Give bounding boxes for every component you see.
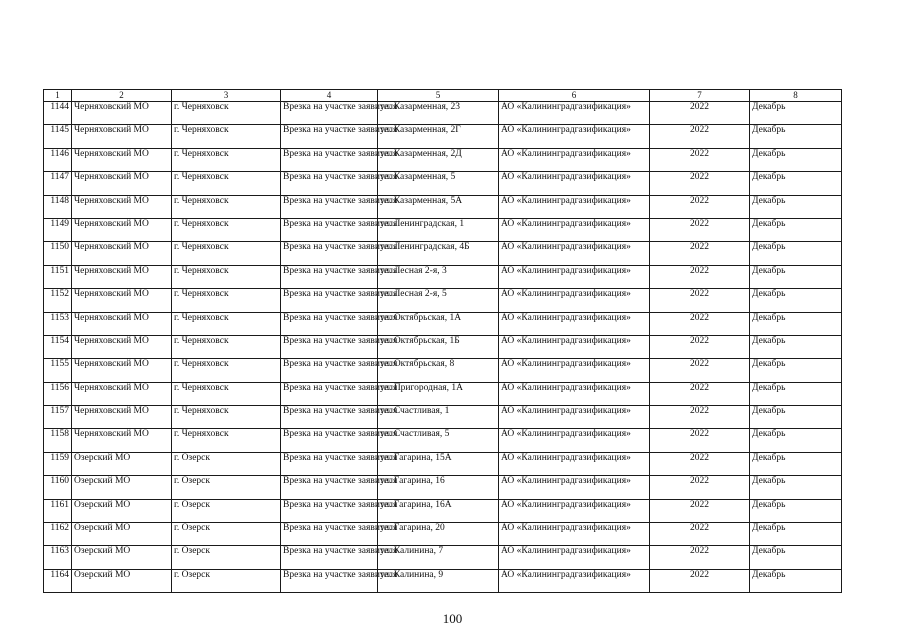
cell-organization: АО «Калининградгазификация» bbox=[499, 102, 650, 125]
cell-municipality: Черняховский МО bbox=[72, 359, 172, 382]
header-row bbox=[44, 90, 842, 102]
cell-month: Декабрь bbox=[750, 452, 842, 475]
cell-work-type: Врезка на участке заявителя bbox=[281, 499, 378, 522]
cell-organization: АО «Калининградгазификация» bbox=[499, 312, 650, 335]
cell-year: 2022 bbox=[650, 546, 750, 569]
table-row bbox=[44, 102, 842, 125]
cell-address: ул. Счастливая, 5 bbox=[378, 429, 499, 452]
table-row bbox=[44, 265, 842, 288]
cell-address: ул. Ленинградская, 1 bbox=[378, 218, 499, 241]
cell-work-type: Врезка на участке заявителя bbox=[281, 546, 378, 569]
cell-organization: АО «Калининградгазификация» bbox=[499, 499, 650, 522]
cell-organization: АО «Калининградгазификация» bbox=[499, 242, 650, 265]
table-row bbox=[44, 406, 842, 429]
cell-settlement: г. Черняховск bbox=[172, 195, 281, 218]
cell-work-type: Врезка на участке заявителя bbox=[281, 289, 378, 312]
cell-row-number: 1158 bbox=[44, 429, 72, 452]
cell-row-number: 1154 bbox=[44, 335, 72, 358]
table-row bbox=[44, 195, 842, 218]
cell-work-type: Врезка на участке заявителя bbox=[281, 382, 378, 405]
cell-address: ул. Октябрьская, 1А bbox=[378, 312, 499, 335]
cell-row-number: 1145 bbox=[44, 125, 72, 148]
cell-address: ул. Гагарина, 15А bbox=[378, 452, 499, 475]
table-row bbox=[44, 569, 842, 592]
cell-municipality: Черняховский МО bbox=[72, 148, 172, 171]
cell-year: 2022 bbox=[650, 452, 750, 475]
table-row bbox=[44, 289, 842, 312]
cell-organization: АО «Калининградгазификация» bbox=[499, 265, 650, 288]
cell-month: Декабрь bbox=[750, 523, 842, 546]
page-number: 100 bbox=[442, 611, 463, 626]
cell-settlement: г. Черняховск bbox=[172, 335, 281, 358]
cell-settlement: г. Черняховск bbox=[172, 218, 281, 241]
table-row bbox=[44, 382, 842, 405]
cell-row-number: 1156 bbox=[44, 382, 72, 405]
cell-work-type: Врезка на участке заявителя bbox=[281, 452, 378, 475]
cell-row-number: 1144 bbox=[44, 102, 72, 125]
cell-municipality: Озерский МО bbox=[72, 499, 172, 522]
cell-work-type: Врезка на участке заявителя bbox=[281, 148, 378, 171]
cell-settlement: г. Черняховск bbox=[172, 125, 281, 148]
cell-municipality: Черняховский МО bbox=[72, 382, 172, 405]
cell-month: Декабрь bbox=[750, 476, 842, 499]
cell-municipality: Черняховский МО bbox=[72, 125, 172, 148]
cell-organization: АО «Калининградгазификация» bbox=[499, 335, 650, 358]
cell-month: Декабрь bbox=[750, 335, 842, 358]
cell-work-type: Врезка на участке заявителя bbox=[281, 429, 378, 452]
cell-year: 2022 bbox=[650, 148, 750, 171]
table-row bbox=[44, 125, 842, 148]
cell-month: Декабрь bbox=[750, 406, 842, 429]
cell-municipality: Черняховский МО bbox=[72, 429, 172, 452]
table-row bbox=[44, 242, 842, 265]
cell-address: ул. Ленинградская, 4Б bbox=[378, 242, 499, 265]
cell-row-number: 1151 bbox=[44, 265, 72, 288]
cell-work-type: Врезка на участке заявителя bbox=[281, 312, 378, 335]
cell-municipality: Черняховский МО bbox=[72, 265, 172, 288]
cell-municipality: Озерский МО bbox=[72, 476, 172, 499]
cell-organization: АО «Калининградгазификация» bbox=[499, 195, 650, 218]
cell-work-type: Врезка на участке заявителя bbox=[281, 476, 378, 499]
cell-row-number: 1152 bbox=[44, 289, 72, 312]
cell-work-type: Врезка на участке заявителя bbox=[281, 406, 378, 429]
table-body bbox=[44, 102, 842, 593]
cell-settlement: г. Черняховск bbox=[172, 406, 281, 429]
cell-year: 2022 bbox=[650, 172, 750, 195]
cell-row-number: 1164 bbox=[44, 569, 72, 592]
cell-organization: АО «Калининградгазификация» bbox=[499, 429, 650, 452]
cell-month: Декабрь bbox=[750, 148, 842, 171]
cell-organization: АО «Калининградгазификация» bbox=[499, 476, 650, 499]
cell-row-number: 1160 bbox=[44, 476, 72, 499]
cell-organization: АО «Калининградгазификация» bbox=[499, 148, 650, 171]
cell-row-number: 1157 bbox=[44, 406, 72, 429]
cell-address: ул. Гагарина, 20 bbox=[378, 523, 499, 546]
column-header: 4 bbox=[281, 90, 378, 102]
column-header: 6 bbox=[499, 90, 650, 102]
cell-row-number: 1161 bbox=[44, 499, 72, 522]
cell-month: Декабрь bbox=[750, 125, 842, 148]
cell-year: 2022 bbox=[650, 335, 750, 358]
cell-address: ул. Счастливая, 1 bbox=[378, 406, 499, 429]
cell-month: Декабрь bbox=[750, 359, 842, 382]
table-row bbox=[44, 335, 842, 358]
cell-year: 2022 bbox=[650, 382, 750, 405]
cell-municipality: Озерский МО bbox=[72, 452, 172, 475]
cell-settlement: г. Озерск bbox=[172, 476, 281, 499]
cell-work-type: Врезка на участке заявителя bbox=[281, 359, 378, 382]
table-row bbox=[44, 429, 842, 452]
table-row bbox=[44, 218, 842, 241]
cell-municipality: Черняховский МО bbox=[72, 335, 172, 358]
cell-row-number: 1147 bbox=[44, 172, 72, 195]
cell-organization: АО «Калининградгазификация» bbox=[499, 546, 650, 569]
cell-organization: АО «Калининградгазификация» bbox=[499, 452, 650, 475]
cell-address: ул. Гагарина, 16А bbox=[378, 499, 499, 522]
cell-organization: АО «Калининградгазификация» bbox=[499, 125, 650, 148]
cell-work-type: Врезка на участке заявителя bbox=[281, 335, 378, 358]
cell-year: 2022 bbox=[650, 125, 750, 148]
cell-work-type: Врезка на участке заявителя bbox=[281, 218, 378, 241]
column-header: 2 bbox=[72, 90, 172, 102]
cell-year: 2022 bbox=[650, 523, 750, 546]
cell-row-number: 1155 bbox=[44, 359, 72, 382]
cell-address: ул. Казарменная, 5А bbox=[378, 195, 499, 218]
cell-row-number: 1146 bbox=[44, 148, 72, 171]
cell-organization: АО «Калининградгазификация» bbox=[499, 382, 650, 405]
cell-settlement: г. Озерск bbox=[172, 523, 281, 546]
cell-address: ул. Калинина, 9 bbox=[378, 569, 499, 592]
cell-organization: АО «Калининградгазификация» bbox=[499, 218, 650, 241]
cell-settlement: г. Черняховск bbox=[172, 312, 281, 335]
cell-address: ул. Казарменная, 2Г bbox=[378, 125, 499, 148]
cell-municipality: Черняховский МО bbox=[72, 172, 172, 195]
cell-year: 2022 bbox=[650, 569, 750, 592]
cell-year: 2022 bbox=[650, 429, 750, 452]
cell-organization: АО «Калининградгазификация» bbox=[499, 569, 650, 592]
column-header: 1 bbox=[44, 90, 72, 102]
cell-year: 2022 bbox=[650, 359, 750, 382]
table-row bbox=[44, 452, 842, 475]
cell-year: 2022 bbox=[650, 406, 750, 429]
cell-address: ул. Октябрьская, 8 bbox=[378, 359, 499, 382]
cell-month: Декабрь bbox=[750, 312, 842, 335]
column-header: 8 bbox=[750, 90, 842, 102]
cell-address: ул. Лесная 2-я, 5 bbox=[378, 289, 499, 312]
cell-settlement: г. Черняховск bbox=[172, 289, 281, 312]
cell-year: 2022 bbox=[650, 242, 750, 265]
cell-work-type: Врезка на участке заявителя bbox=[281, 523, 378, 546]
cell-work-type: Врезка на участке заявителя bbox=[281, 125, 378, 148]
cell-year: 2022 bbox=[650, 218, 750, 241]
cell-work-type: Врезка на участке заявителя bbox=[281, 102, 378, 125]
cell-address: ул. Гагарина, 16 bbox=[378, 476, 499, 499]
cell-settlement: г. Черняховск bbox=[172, 429, 281, 452]
cell-municipality: Черняховский МО bbox=[72, 195, 172, 218]
cell-address: ул. Октябрьская, 1Б bbox=[378, 335, 499, 358]
cell-settlement: г. Черняховск bbox=[172, 242, 281, 265]
cell-work-type: Врезка на участке заявителя bbox=[281, 569, 378, 592]
cell-organization: АО «Калининградгазификация» bbox=[499, 172, 650, 195]
cell-organization: АО «Калининградгазификация» bbox=[499, 359, 650, 382]
cell-municipality: Черняховский МО bbox=[72, 406, 172, 429]
cell-month: Декабрь bbox=[750, 218, 842, 241]
cell-year: 2022 bbox=[650, 102, 750, 125]
cell-row-number: 1163 bbox=[44, 546, 72, 569]
cell-month: Декабрь bbox=[750, 569, 842, 592]
cell-year: 2022 bbox=[650, 499, 750, 522]
cell-row-number: 1150 bbox=[44, 242, 72, 265]
cell-municipality: Черняховский МО bbox=[72, 242, 172, 265]
cell-settlement: г. Озерск bbox=[172, 499, 281, 522]
cell-row-number: 1149 bbox=[44, 218, 72, 241]
cell-month: Декабрь bbox=[750, 499, 842, 522]
cell-month: Декабрь bbox=[750, 102, 842, 125]
cell-organization: АО «Калининградгазификация» bbox=[499, 523, 650, 546]
table-row bbox=[44, 312, 842, 335]
cell-month: Декабрь bbox=[750, 242, 842, 265]
cell-settlement: г. Черняховск bbox=[172, 102, 281, 125]
cell-month: Декабрь bbox=[750, 172, 842, 195]
cell-row-number: 1153 bbox=[44, 312, 72, 335]
cell-year: 2022 bbox=[650, 265, 750, 288]
cell-year: 2022 bbox=[650, 195, 750, 218]
cell-settlement: г. Озерск bbox=[172, 569, 281, 592]
cell-work-type: Врезка на участке заявителя bbox=[281, 265, 378, 288]
cell-organization: АО «Калининградгазификация» bbox=[499, 406, 650, 429]
cell-address: ул. Пригородная, 1А bbox=[378, 382, 499, 405]
cell-municipality: Черняховский МО bbox=[72, 312, 172, 335]
cell-municipality: Озерский МО bbox=[72, 523, 172, 546]
cell-month: Декабрь bbox=[750, 546, 842, 569]
table-row bbox=[44, 172, 842, 195]
cell-year: 2022 bbox=[650, 289, 750, 312]
cell-month: Декабрь bbox=[750, 429, 842, 452]
cell-settlement: г. Черняховск bbox=[172, 148, 281, 171]
cell-municipality: Черняховский МО bbox=[72, 218, 172, 241]
table-row bbox=[44, 359, 842, 382]
column-header: 5 bbox=[378, 90, 499, 102]
cell-settlement: г. Черняховск bbox=[172, 359, 281, 382]
cell-work-type: Врезка на участке заявителя bbox=[281, 242, 378, 265]
cell-address: ул. Лесная 2-я, 3 bbox=[378, 265, 499, 288]
table-row bbox=[44, 476, 842, 499]
cell-month: Декабрь bbox=[750, 195, 842, 218]
cell-settlement: г. Черняховск bbox=[172, 265, 281, 288]
cell-work-type: Врезка на участке заявителя bbox=[281, 195, 378, 218]
cell-address: ул. Казарменная, 5 bbox=[378, 172, 499, 195]
cell-address: ул. Казарменная, 23 bbox=[378, 102, 499, 125]
cell-municipality: Черняховский МО bbox=[72, 102, 172, 125]
register-table bbox=[43, 89, 842, 593]
table-row bbox=[44, 546, 842, 569]
cell-settlement: г. Озерск bbox=[172, 452, 281, 475]
cell-settlement: г. Черняховск bbox=[172, 172, 281, 195]
cell-settlement: г. Черняховск bbox=[172, 382, 281, 405]
column-header: 3 bbox=[172, 90, 281, 102]
table-row bbox=[44, 499, 842, 522]
cell-address: ул. Калинина, 7 bbox=[378, 546, 499, 569]
table-row bbox=[44, 523, 842, 546]
cell-municipality: Озерский МО bbox=[72, 546, 172, 569]
cell-settlement: г. Озерск bbox=[172, 546, 281, 569]
cell-year: 2022 bbox=[650, 312, 750, 335]
cell-row-number: 1159 bbox=[44, 452, 72, 475]
cell-municipality: Озерский МО bbox=[72, 569, 172, 592]
cell-month: Декабрь bbox=[750, 265, 842, 288]
cell-row-number: 1162 bbox=[44, 523, 72, 546]
cell-month: Декабрь bbox=[750, 382, 842, 405]
cell-organization: АО «Калининградгазификация» bbox=[499, 289, 650, 312]
cell-row-number: 1148 bbox=[44, 195, 72, 218]
table-row bbox=[44, 148, 842, 171]
cell-municipality: Черняховский МО bbox=[72, 289, 172, 312]
cell-address: ул. Казарменная, 2Д bbox=[378, 148, 499, 171]
column-header: 7 bbox=[650, 90, 750, 102]
cell-work-type: Врезка на участке заявителя bbox=[281, 172, 378, 195]
cell-year: 2022 bbox=[650, 476, 750, 499]
cell-month: Декабрь bbox=[750, 289, 842, 312]
